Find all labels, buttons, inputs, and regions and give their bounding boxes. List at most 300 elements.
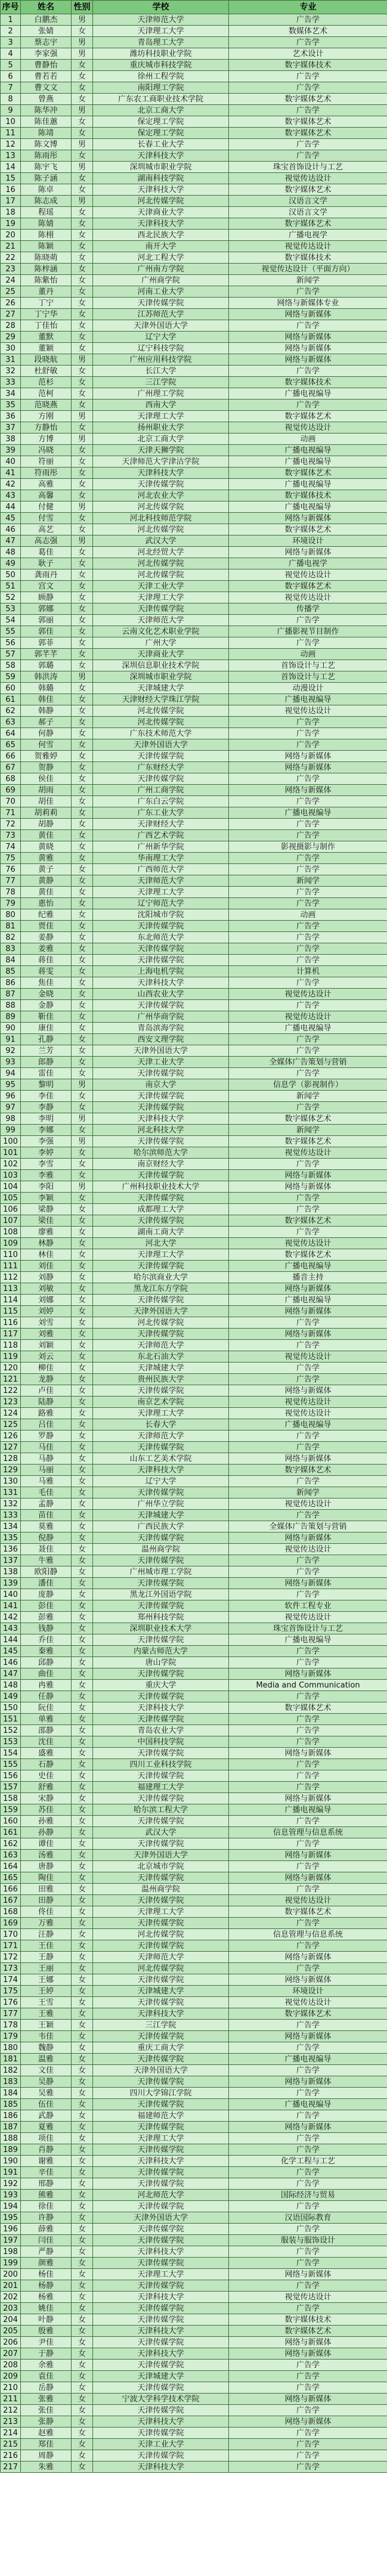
cell-school: 天津外国语大学 (93, 2212, 229, 2224)
cell-major: 广告学 (229, 320, 387, 332)
cell-school: 天津传媒学院 (93, 2258, 229, 2269)
table-row (1, 1181, 387, 1193)
cell-school: 三江学院 (93, 377, 229, 388)
table-row (1, 694, 387, 705)
cell-gender: 女 (72, 751, 93, 762)
cell-major: 网络与新媒体 (229, 2076, 387, 2088)
cell-major: 网络与新媒体 (229, 1952, 387, 1963)
cell-gender: 女 (72, 1906, 93, 1918)
cell-school: 上海电机学院 (93, 966, 229, 977)
cell-seq: 204 (1, 2314, 21, 2326)
cell-major: 广播电视编导 (229, 807, 387, 819)
cell-name: 廖雅 (21, 1227, 72, 1238)
cell-gender: 女 (72, 1147, 93, 1159)
cell-gender: 女 (72, 989, 93, 1000)
cell-school: 河北农业大学 (93, 490, 229, 501)
cell-gender: 女 (72, 581, 93, 592)
cell-seq: 169 (1, 1918, 21, 1929)
cell-gender: 女 (72, 343, 93, 354)
table-row (1, 773, 387, 785)
table-row (1, 626, 387, 637)
cell-gender: 女 (72, 773, 93, 785)
cell-seq: 175 (1, 1986, 21, 1997)
cell-name: 高雅 (21, 479, 72, 490)
cell-name: 曲佳 (21, 1668, 72, 1680)
cell-seq: 101 (1, 1147, 21, 1159)
cell-school: 天津理工大学 (93, 1906, 229, 1918)
cell-seq: 125 (1, 1419, 21, 1431)
table-row (1, 581, 387, 592)
cell-seq: 215 (1, 2439, 21, 2450)
table-row (1, 1465, 387, 1476)
table-row (1, 320, 387, 332)
table-row (1, 649, 387, 660)
cell-seq: 135 (1, 1532, 21, 1544)
table-row (1, 422, 387, 434)
cell-school: 武汉大学 (93, 1827, 229, 1838)
cell-name: 王静 (21, 1952, 72, 1963)
cell-major: 广播电视学 (229, 558, 387, 569)
cell-major: 广告学 (229, 921, 387, 932)
cell-major: 网络与新媒体 (229, 1668, 387, 1680)
table-row (1, 150, 387, 162)
cell-school: 广州科技职业技术大学 (93, 1181, 229, 1193)
cell-major: 信息管理与信息系统 (229, 1929, 387, 1940)
cell-school: 哈尔滨师范大学 (93, 1147, 229, 1159)
cell-seq: 84 (1, 955, 21, 966)
cell-name: 杨佳 (21, 2269, 72, 2280)
cell-gender: 女 (72, 1578, 93, 1589)
cell-gender: 女 (72, 320, 93, 332)
cell-school: 郑州科技学院 (93, 1612, 229, 1623)
cell-major: 动画 (229, 649, 387, 660)
cell-major: 广告学 (229, 819, 387, 830)
cell-major: 广告学 (229, 2462, 387, 2473)
cell-major: 视觉传达设计 (229, 1238, 387, 1249)
table-row (1, 1770, 387, 1782)
cell-major: 网络与新媒体 (229, 2269, 387, 2280)
cell-name: 方刚 (21, 411, 72, 422)
cell-name: 殷雅 (21, 2326, 72, 2337)
table-row (1, 1906, 387, 1918)
cell-seq: 178 (1, 2020, 21, 2031)
cell-school: 河北科技师范学院 (93, 513, 229, 524)
table-row (1, 26, 387, 37)
table-row (1, 479, 387, 490)
cell-seq: 100 (1, 1136, 21, 1147)
table-row (1, 2224, 387, 2235)
cell-name: 刘娜 (21, 1295, 72, 1306)
cell-major: 广告学 (229, 2382, 387, 2394)
cell-major: 广告学 (229, 400, 387, 411)
cell-major: 广播电视编导 (229, 501, 387, 513)
cell-major: 广播电视编导 (229, 1804, 387, 1816)
cell-seq: 196 (1, 2224, 21, 2235)
cell-gender: 女 (72, 2201, 93, 2212)
cell-gender: 男 (72, 48, 93, 60)
cell-gender: 女 (72, 887, 93, 898)
cell-school: 天津传媒学院 (93, 1974, 229, 1986)
table-row (1, 819, 387, 830)
cell-seq: 166 (1, 1884, 21, 1895)
cell-seq: 11 (1, 128, 21, 139)
cell-major: 广告学 (229, 1725, 387, 1736)
cell-seq: 207 (1, 2348, 21, 2360)
cell-name: 刘佳 (21, 1261, 72, 1272)
table-row (1, 434, 387, 445)
cell-major: 数字媒体艺术 (229, 128, 387, 139)
cell-seq: 184 (1, 2088, 21, 2099)
cell-gender: 女 (72, 1918, 93, 1929)
table-row (1, 2348, 387, 2360)
cell-seq: 51 (1, 581, 21, 592)
cell-major: 广告学 (229, 2405, 387, 2416)
cell-major: 视觉传达设计 (229, 1997, 387, 2008)
cell-name: 王丽 (21, 1963, 72, 1974)
cell-school: 天津传媒学院 (93, 943, 229, 955)
cell-name: 贺雅婷 (21, 751, 72, 762)
cell-name: 马静 (21, 1453, 72, 1465)
cell-gender: 女 (72, 1804, 93, 1816)
cell-school: 广西师范大学 (93, 864, 229, 875)
cell-seq: 133 (1, 1510, 21, 1521)
cell-gender: 女 (72, 1612, 93, 1623)
cell-major: 广告学 (229, 1159, 387, 1170)
cell-seq: 137 (1, 1555, 21, 1566)
cell-gender: 女 (72, 1125, 93, 1136)
cell-name: 夏雅 (21, 2122, 72, 2133)
cell-school: 天津师范大学 (93, 14, 229, 26)
cell-gender: 女 (72, 1759, 93, 1770)
cell-name: 曾燕 (21, 94, 72, 105)
cell-name: 彭佳 (21, 1600, 72, 1612)
cell-school: 天津传媒学院 (93, 955, 229, 966)
table-row (1, 2280, 387, 2292)
table-row (1, 1725, 387, 1736)
cell-gender: 女 (72, 366, 93, 377)
table-row (1, 535, 387, 547)
cell-name: 高志强 (21, 535, 72, 547)
cell-seq: 33 (1, 377, 21, 388)
cell-name: 胡佳 (21, 796, 72, 807)
table-row (1, 1034, 387, 1045)
cell-school: 长春工业大学 (93, 139, 229, 150)
cell-name: 胡雨 (21, 785, 72, 796)
cell-gender: 女 (72, 513, 93, 524)
cell-gender: 女 (72, 1680, 93, 1691)
table-row (1, 660, 387, 671)
cell-major: 网络与新媒体专业 (229, 298, 387, 309)
table-row (1, 2246, 387, 2258)
cell-school: 天津理工大学 (93, 2133, 229, 2144)
cell-school: 天津科技大学 (93, 2156, 229, 2167)
cell-gender: 女 (72, 1510, 93, 1521)
cell-seq: 103 (1, 1170, 21, 1181)
cell-major: 网络与新媒体 (229, 1532, 387, 1544)
cell-major: 广播电视编导 (229, 694, 387, 705)
cell-seq: 86 (1, 977, 21, 989)
cell-gender: 女 (72, 1521, 93, 1532)
cell-major: 动画 (229, 909, 387, 921)
cell-seq: 64 (1, 728, 21, 739)
cell-school: 宁波大学科学技术学院 (93, 2394, 229, 2405)
cell-school: 天津传媒学院 (93, 1578, 229, 1589)
cell-gender: 女 (72, 1215, 93, 1227)
cell-major: 广告学 (229, 1340, 387, 1351)
cell-name: 莫雅 (21, 1521, 72, 1532)
table-row (1, 1419, 387, 1431)
cell-gender: 女 (72, 82, 93, 94)
cell-seq: 36 (1, 411, 21, 422)
cell-major: 广播电视编导 (229, 479, 387, 490)
table-row (1, 2088, 387, 2099)
cell-name: 郑佳 (21, 2439, 72, 2450)
cell-gender: 女 (72, 830, 93, 841)
cell-major: 首饰设计与工艺 (229, 660, 387, 671)
table-row (1, 1329, 387, 1340)
cell-name: 欧阳静 (21, 1566, 72, 1578)
cell-gender: 女 (72, 1397, 93, 1408)
cell-seq: 144 (1, 1634, 21, 1646)
cell-gender: 女 (72, 2031, 93, 2042)
cell-seq: 214 (1, 2428, 21, 2439)
cell-gender: 女 (72, 2054, 93, 2065)
cell-gender: 女 (72, 683, 93, 694)
cell-name: 单雅 (21, 1714, 72, 1725)
cell-name: 杨雅 (21, 2292, 72, 2303)
cell-name: 符雨彤 (21, 467, 72, 479)
table-row (1, 796, 387, 807)
cell-seq: 154 (1, 1748, 21, 1759)
cell-school: 天津工业大学 (93, 2439, 229, 2450)
cell-major: 广告学 (229, 2280, 387, 2292)
cell-name: 刘雅 (21, 1329, 72, 1340)
cell-seq: 46 (1, 524, 21, 535)
cell-gender: 女 (72, 819, 93, 830)
cell-gender: 男 (72, 162, 93, 173)
cell-school: 天津传媒学院 (93, 1997, 229, 2008)
cell-major: 广告学 (229, 728, 387, 739)
cell-seq: 76 (1, 864, 21, 875)
cell-gender: 女 (72, 1091, 93, 1102)
cell-gender: 女 (72, 230, 93, 241)
table-row (1, 309, 387, 320)
cell-name: 纪雅 (21, 909, 72, 921)
table-row (1, 1453, 387, 1465)
cell-name: 郭菲 (21, 637, 72, 649)
cell-name: 舒雅 (21, 1782, 72, 1793)
cell-major: 广告学 (229, 1646, 387, 1657)
cell-gender: 女 (72, 717, 93, 728)
table-row (1, 1929, 387, 1940)
cell-name: 曹静怡 (21, 60, 72, 71)
cell-seq: 143 (1, 1623, 21, 1634)
cell-name: 邵静 (21, 1725, 72, 1736)
cell-school: 河北传媒学院 (93, 1929, 229, 1940)
table-row (1, 1940, 387, 1952)
cell-seq: 12 (1, 139, 21, 150)
cell-gender: 女 (72, 762, 93, 773)
cell-major: 数字媒体艺术 (229, 1249, 387, 1261)
table-row (1, 1057, 387, 1068)
cell-gender: 女 (72, 377, 93, 388)
cell-gender: 女 (72, 2337, 93, 2348)
cell-gender: 女 (72, 2439, 93, 2450)
cell-school: 天津城建大学 (93, 1986, 229, 1997)
cell-name: 盛雅 (21, 1748, 72, 1759)
cell-school: 天津传媒学院 (93, 1532, 229, 1544)
cell-gender: 女 (72, 1895, 93, 1906)
cell-major: 网络与新媒体 (229, 2394, 387, 2405)
cell-school: 辽宁师范大学 (93, 898, 229, 909)
cell-seq: 67 (1, 762, 21, 773)
table-row (1, 2122, 387, 2133)
cell-seq: 83 (1, 943, 21, 955)
cell-school: 福建理工大学 (93, 1782, 229, 1793)
cell-gender: 女 (72, 569, 93, 581)
table-row (1, 1023, 387, 1034)
cell-school: 天津科技大学 (93, 2246, 229, 2258)
cell-seq: 47 (1, 535, 21, 547)
cell-major: 广告学 (229, 1374, 387, 1385)
cell-name: 韩洪涛 (21, 671, 72, 683)
cell-seq: 73 (1, 830, 21, 841)
cell-major: 视觉传达设计 (229, 989, 387, 1000)
cell-name: 郝子 (21, 717, 72, 728)
cell-seq: 209 (1, 2371, 21, 2382)
cell-seq: 81 (1, 921, 21, 932)
table-row (1, 603, 387, 615)
cell-name: 陈颖 (21, 241, 72, 252)
table-row (1, 932, 387, 943)
table-row (1, 1510, 387, 1521)
cell-seq: 57 (1, 649, 21, 660)
cell-gender: 女 (72, 1385, 93, 1397)
cell-seq: 130 (1, 1476, 21, 1487)
header-name: 姓名 (21, 1, 72, 14)
cell-gender: 女 (72, 1555, 93, 1566)
cell-name: 蒋佳 (21, 955, 72, 966)
cell-seq: 22 (1, 252, 21, 264)
cell-school: 天津传媒学院 (93, 2405, 229, 2416)
cell-major: 数字媒体技术 (229, 490, 387, 501)
cell-seq: 61 (1, 694, 21, 705)
cell-major: 广播电视编导 (229, 2054, 387, 2065)
cell-name: 王雅 (21, 2008, 72, 2020)
cell-name: 刘云 (21, 1351, 72, 1363)
table-row (1, 2428, 387, 2439)
cell-name: 付雪 (21, 513, 72, 524)
cell-name: 马雅 (21, 1476, 72, 1487)
cell-major: 软件工程专业 (229, 1600, 387, 1612)
cell-name: 罗静 (21, 1431, 72, 1442)
cell-seq: 212 (1, 2405, 21, 2416)
cell-gender: 女 (72, 1465, 93, 1476)
cell-name: 王娜 (21, 1974, 72, 1986)
cell-school: 广州大学 (93, 637, 229, 649)
cell-name: 范柯 (21, 388, 72, 400)
cell-major: 动画 (229, 434, 387, 445)
cell-seq: 136 (1, 1544, 21, 1555)
cell-school: 天津传媒学院 (93, 2122, 229, 2133)
cell-seq: 14 (1, 162, 21, 173)
cell-major: 视觉传达设计 (229, 173, 387, 184)
table-row (1, 1091, 387, 1102)
cell-major: 广告学 (229, 1714, 387, 1725)
cell-major: 网络与新媒体 (229, 547, 387, 558)
cell-gender: 女 (72, 1159, 93, 1170)
cell-major: 网络与新媒体 (229, 2337, 387, 2348)
cell-name: 余雅 (21, 2360, 72, 2371)
table-row (1, 887, 387, 898)
table-row (1, 252, 387, 264)
cell-school: 天津传媒学院 (93, 1872, 229, 1884)
cell-seq: 205 (1, 2326, 21, 2337)
cell-seq: 107 (1, 1215, 21, 1227)
table-row (1, 1782, 387, 1793)
cell-seq: 152 (1, 1725, 21, 1736)
table-row (1, 853, 387, 864)
cell-gender: 女 (72, 94, 93, 105)
cell-name: 胡静 (21, 819, 72, 830)
table-row (1, 1736, 387, 1748)
cell-gender: 女 (72, 2382, 93, 2394)
cell-major: 广告学 (229, 898, 387, 909)
table-row (1, 2212, 387, 2224)
cell-major: 广告学 (229, 139, 387, 150)
cell-gender: 女 (72, 400, 93, 411)
table-row (1, 1295, 387, 1306)
cell-gender: 女 (72, 1702, 93, 1714)
table-row (1, 513, 387, 524)
cell-gender: 女 (72, 955, 93, 966)
cell-major: 首饰设计与工艺 (229, 671, 387, 683)
cell-seq: 156 (1, 1770, 21, 1782)
cell-gender: 女 (72, 637, 93, 649)
cell-gender: 女 (72, 60, 93, 71)
cell-school: 南京大学 (93, 1079, 229, 1091)
cell-major: 网络与新媒体 (229, 1283, 387, 1295)
cell-school: 天津传媒学院 (93, 2054, 229, 2065)
table-row (1, 1578, 387, 1589)
cell-seq: 176 (1, 1997, 21, 2008)
cell-name: 白鹏杰 (21, 14, 72, 26)
cell-major: Media and Communication (229, 1680, 387, 1691)
cell-name: 兰芳 (21, 1045, 72, 1057)
cell-seq: 23 (1, 264, 21, 275)
cell-school: 湖南工商大学 (93, 1227, 229, 1238)
cell-name: 蔡志宇 (21, 37, 72, 48)
cell-major: 广告学 (229, 2371, 387, 2382)
table-row (1, 2099, 387, 2110)
cell-gender: 女 (72, 558, 93, 569)
cell-name: 钱静 (21, 1623, 72, 1634)
cell-name: 孙雅 (21, 1816, 72, 1827)
cell-school: 天津传媒学院 (93, 1770, 229, 1782)
cell-seq: 105 (1, 1193, 21, 1204)
cell-name: 尹佳 (21, 2337, 72, 2348)
cell-name: 惠怡 (21, 898, 72, 909)
cell-seq: 4 (1, 48, 21, 60)
cell-school: 南京艺术学院 (93, 1397, 229, 1408)
cell-name: 刘敏 (21, 1283, 72, 1295)
cell-seq: 153 (1, 1736, 21, 1748)
cell-seq: 210 (1, 2382, 21, 2394)
cell-name: 丁佳怡 (21, 320, 72, 332)
table-row (1, 1147, 387, 1159)
cell-major: 动漫设计 (229, 683, 387, 694)
cell-school: 天津城建大学 (93, 1363, 229, 1374)
